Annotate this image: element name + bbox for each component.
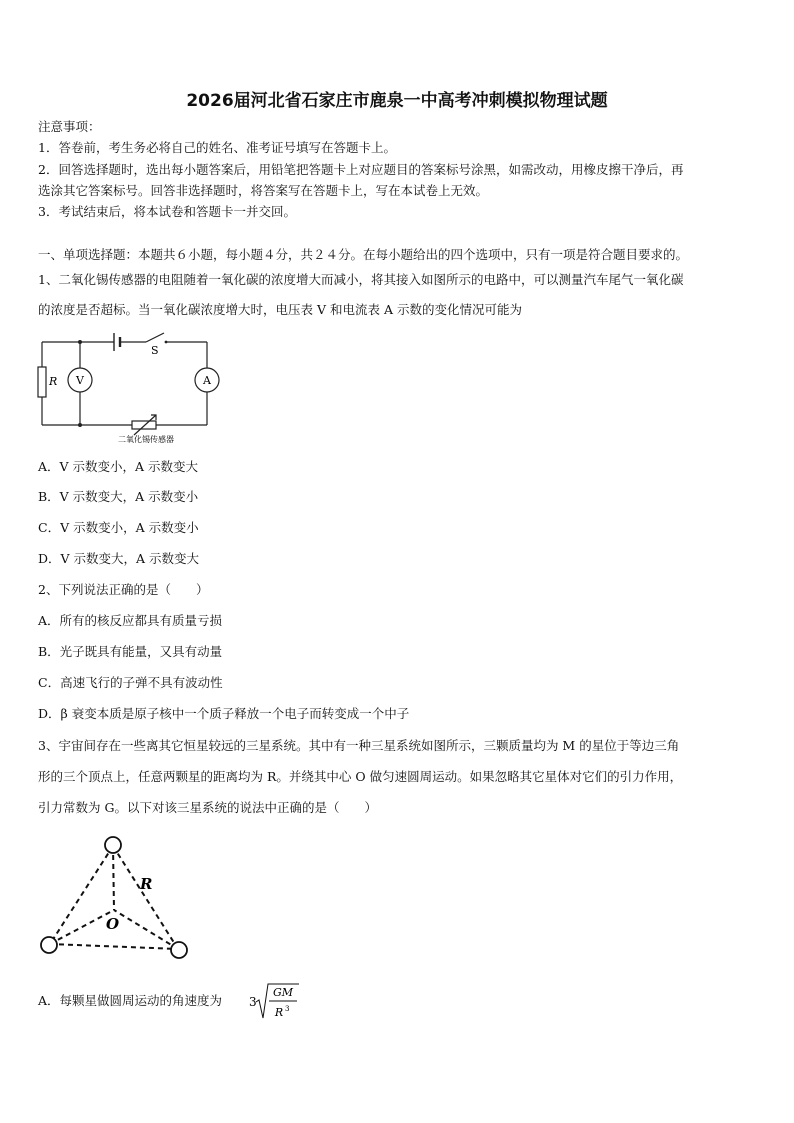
q3-option-a <box>38 992 222 1010</box>
center-label: O <box>106 915 120 933</box>
q1-circuit-diagram <box>30 325 240 450</box>
voltmeter-label: V <box>76 374 84 387</box>
q3-stem-line3: 引力常数为 G。以下对该三星系统的说法中正确的是（ ） <box>38 800 377 815</box>
q1-option-a: A．V 示数变小，A 示数变大 <box>38 459 199 474</box>
q2-option-c: C．高速飞行的子弹不具有波动性 <box>38 675 223 690</box>
resistor-label: R <box>49 375 58 388</box>
q3-option-a-text: A．每颗星做圆周运动的角速度为 <box>38 993 223 1008</box>
q1-stem-line2: 的浓度是否超标。当一氧化碳浓度增大时，电压表 V 和电流表 A 示数的变化情况可能为 <box>38 302 522 317</box>
notice-item-2-cont: 选涂其它答案标号。回答非选择题时，将答案写在答题卡上，写在本试卷上无效。 <box>38 183 489 198</box>
page-title: 2026届河北省石家庄市鹿泉一中高考冲刺模拟物理试题 <box>186 91 608 111</box>
q1-option-b: B．V 示数变大，A 示数变小 <box>38 489 199 504</box>
q2-option-a: A．所有的核反应都具有质量亏损 <box>38 613 223 628</box>
sensor-label: 二氧化锡传感器 <box>118 435 174 444</box>
formula-denominator: R <box>274 1006 284 1019</box>
distance-label: R <box>140 875 153 893</box>
section-heading: 一、单项选择题：本题共６小题，每小题４分，共２４分。在每小题给出的四个选项中，只有一项是符合题目要求的。 <box>38 247 689 262</box>
q3-option-a-formula <box>247 980 303 1024</box>
notice-item-2: 2．回答选择题时，选出每小题答案后，用铅笔把答题卡上对应题目的答案标号涂黑，如需改动，用橡皮擦干净后，再 <box>38 162 684 177</box>
q2-option-b: B．光子既具有能量，又具有动量 <box>38 644 223 659</box>
q3-stem-line2: 形的三个顶点上，任意两颗星的距离均为 R。并绕其中心 O 做匀速圆周运动。如果忽略其它星体对它们的引力作用， <box>38 769 683 784</box>
q1-stem-line1: 1、二氧化锡传感器的电阻随着一氧化碳的浓度增大而减小，将其接入如图所示的电路中，可以测量汽车尾气一氧化碳 <box>38 272 684 287</box>
notice-item-3: 3．考试结束后，将本试卷和答题卡一并交回。 <box>38 204 296 219</box>
formula-coefficient: 3 <box>249 995 257 1009</box>
q1-option-d: D．V 示数变大，A 示数变大 <box>38 551 200 566</box>
q3-three-star-diagram <box>36 832 196 967</box>
notice-item-1: 1．答卷前，考生务必将自己的姓名、准考证号填写在答题卡上。 <box>38 140 396 155</box>
q1-option-c: C．V 示数变小，A 示数变小 <box>38 520 199 535</box>
ammeter-label: A <box>203 374 211 387</box>
q3-stem-line1: 3、宇宙间存在一些离其它恒星较远的三星系统。其中有一种三星系统如图所示，三颗质量均为 M 的星位于等边三角 <box>38 738 680 753</box>
q2-stem: 2、下列说法正确的是（ ） <box>38 582 209 597</box>
switch-label: S <box>151 344 159 357</box>
formula-exponent: 3 <box>285 1005 290 1013</box>
notice-heading: 注意事项： <box>38 119 101 134</box>
formula-numerator: GM <box>272 986 294 999</box>
q2-option-d: D．β 衰变本质是原子核中一个质子释放一个电子而转变成一个中子 <box>38 706 410 721</box>
